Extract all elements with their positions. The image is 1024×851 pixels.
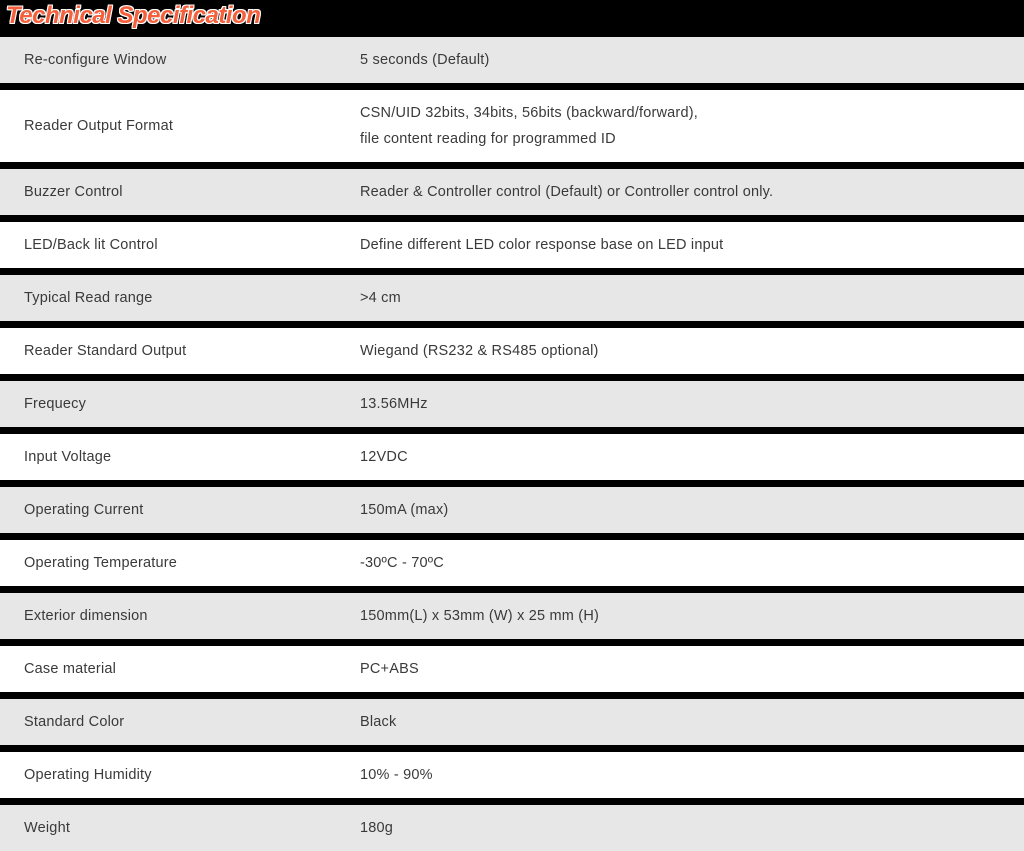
table-row <box>0 752 1024 798</box>
row-divider-cell <box>0 745 1024 752</box>
table-row <box>0 487 1024 533</box>
spec-label: Reader Standard Output <box>24 343 187 359</box>
row-divider <box>0 427 1024 434</box>
row-divider-cell <box>0 639 1024 646</box>
spec-label: Standard Color <box>24 714 125 730</box>
spec-value <box>344 275 1024 321</box>
row-divider <box>0 586 1024 593</box>
spec-label: Exterior dimension <box>24 608 148 624</box>
spec-value-line: >4 cm <box>360 290 401 306</box>
spec-label: Buzzer Control <box>24 184 123 200</box>
spec-value <box>344 593 1024 639</box>
row-divider-cell <box>0 692 1024 699</box>
spec-value-line: 150mA (max) <box>360 502 449 518</box>
spec-value <box>344 222 1024 268</box>
table-row <box>0 37 1024 83</box>
spec-value-line: 10% - 90% <box>360 767 433 783</box>
row-divider-cell <box>0 374 1024 381</box>
row-divider-cell <box>0 533 1024 540</box>
spec-value-line: Black <box>360 714 397 730</box>
row-divider <box>0 321 1024 328</box>
row-divider-cell <box>0 480 1024 487</box>
specification-table <box>0 37 1024 851</box>
spec-value-line: 13.56MHz <box>360 396 428 412</box>
spec-value-line: -30ºC - 70ºC <box>360 555 444 571</box>
spec-value <box>344 90 1024 162</box>
spec-label: Operating Current <box>24 502 144 518</box>
spec-label: Reader Output Format <box>24 118 174 134</box>
table-row <box>0 434 1024 480</box>
row-divider <box>0 480 1024 487</box>
row-divider-cell <box>0 427 1024 434</box>
row-divider <box>0 268 1024 275</box>
spec-label: Operating Temperature <box>24 555 178 571</box>
spec-label: Typical Read range <box>24 290 153 306</box>
spec-value <box>344 805 1024 851</box>
table-row <box>0 328 1024 374</box>
spec-value-line: 180g <box>360 820 394 836</box>
specification-table-body <box>0 37 1024 851</box>
table-row <box>0 169 1024 215</box>
spec-label: Re-configure Window <box>24 52 167 68</box>
row-divider <box>0 533 1024 540</box>
spec-value-line: Reader & Controller control (Default) or Controller control only. <box>360 184 774 200</box>
spec-value <box>344 434 1024 480</box>
spec-value <box>344 487 1024 533</box>
spec-value <box>344 699 1024 745</box>
spec-value-line: 5 seconds (Default) <box>360 52 490 68</box>
spec-value <box>344 540 1024 586</box>
spec-value-line: Wiegand (RS232 & RS485 optional) <box>360 343 599 359</box>
spec-value <box>344 646 1024 692</box>
table-row <box>0 540 1024 586</box>
spec-value-line: file content reading for programmed ID <box>360 131 616 147</box>
spec-label: LED/Back lit Control <box>24 237 158 253</box>
spec-value-line: 150mm(L) x 53mm (W) x 25 mm (H) <box>360 608 600 624</box>
spec-label: Case material <box>24 661 117 677</box>
table-row <box>0 275 1024 321</box>
row-divider <box>0 83 1024 90</box>
table-row <box>0 805 1024 851</box>
row-divider <box>0 798 1024 805</box>
spec-value-line: Define different LED color response base on LED input <box>360 237 724 253</box>
spec-value-line: PC+ABS <box>360 661 419 677</box>
row-divider <box>0 162 1024 169</box>
row-divider-cell <box>0 83 1024 90</box>
page-title: Technical Specification <box>6 2 261 29</box>
spec-value-line: 12VDC <box>360 449 408 465</box>
row-divider-cell <box>0 798 1024 805</box>
row-divider <box>0 374 1024 381</box>
table-row <box>0 381 1024 427</box>
spec-label: Frequecy <box>24 396 87 412</box>
table-row <box>0 646 1024 692</box>
spec-value-line: CSN/UID 32bits, 34bits, 56bits (backward/forward), <box>360 105 698 121</box>
row-divider-cell <box>0 162 1024 169</box>
spec-label: Weight <box>24 820 71 836</box>
row-divider <box>0 639 1024 646</box>
spec-label: Input Voltage <box>24 449 112 465</box>
table-row <box>0 593 1024 639</box>
row-divider-cell <box>0 215 1024 222</box>
spec-value <box>344 381 1024 427</box>
spec-label: Operating Humidity <box>24 767 152 783</box>
row-divider-cell <box>0 268 1024 275</box>
table-row <box>0 699 1024 745</box>
row-divider-cell <box>0 321 1024 328</box>
spec-value <box>344 37 1024 83</box>
table-row <box>0 222 1024 268</box>
spec-value <box>344 752 1024 798</box>
row-divider <box>0 745 1024 752</box>
row-divider <box>0 692 1024 699</box>
row-divider-cell <box>0 586 1024 593</box>
table-row <box>0 90 1024 162</box>
spec-value <box>344 328 1024 374</box>
row-divider <box>0 215 1024 222</box>
spec-value <box>344 169 1024 215</box>
